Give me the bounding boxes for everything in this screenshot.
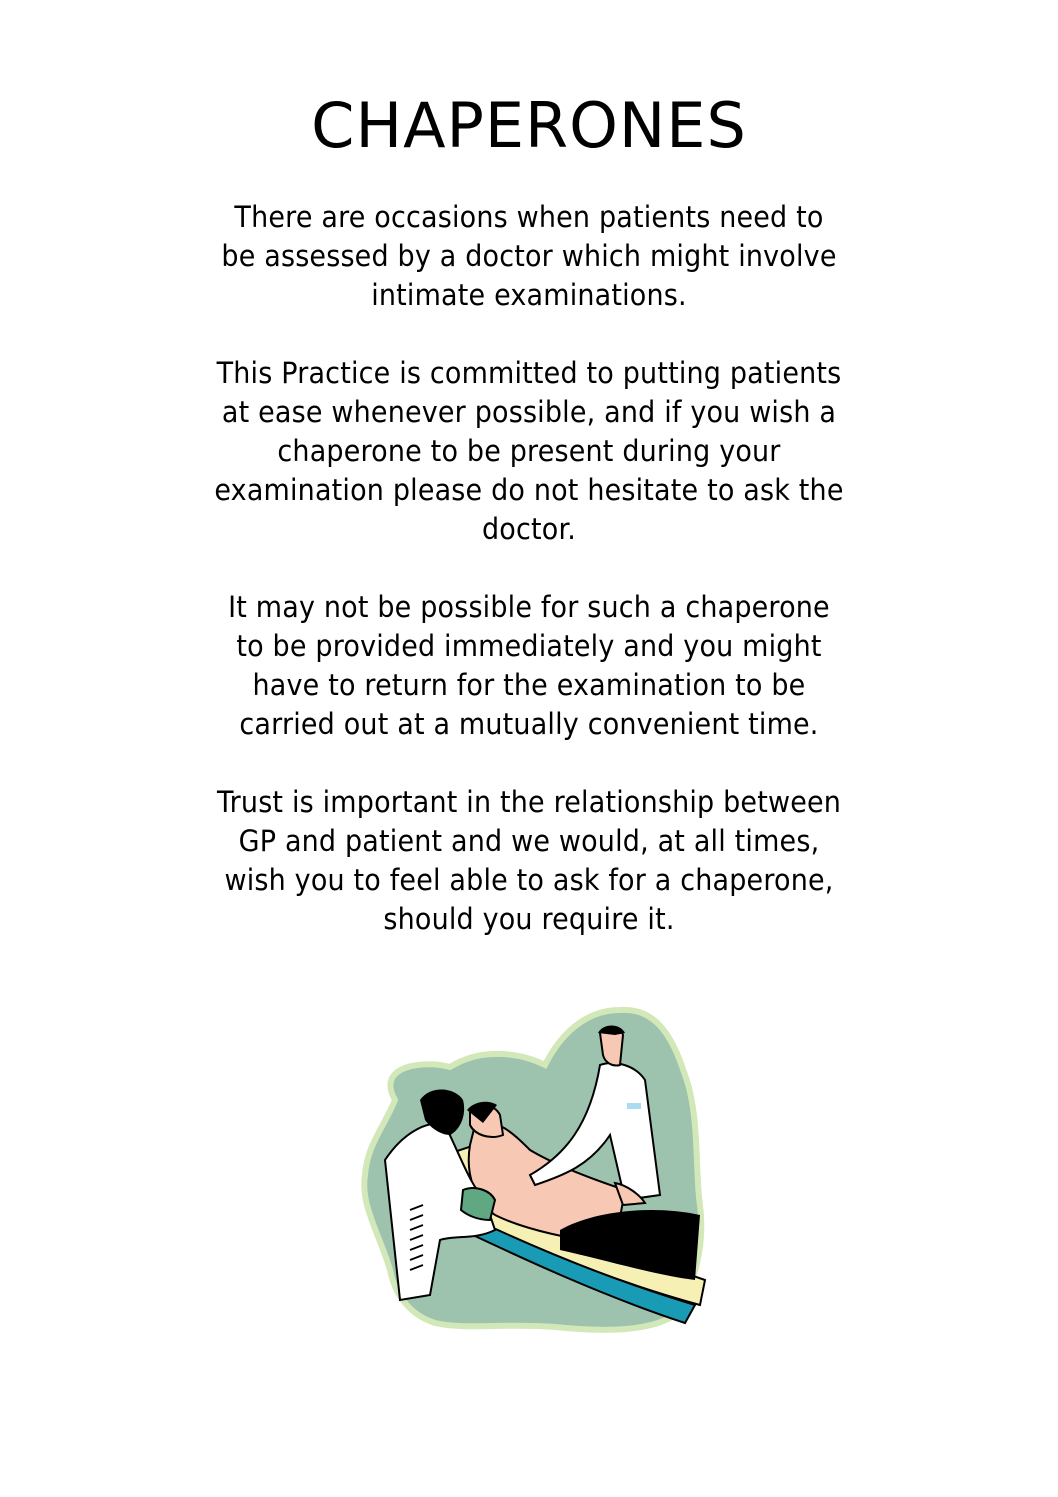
text-line: GP and patient and we would, at all times,: [238, 824, 820, 858]
text-line: doctor.: [481, 512, 577, 546]
paragraph-practice-commitment: [157, 354, 901, 549]
paragraph-intimate-examinations: [157, 198, 901, 315]
name-badge-icon: [627, 1103, 641, 1109]
text-line: examination please do not hesitate to ask the: [214, 473, 844, 507]
text-line: be assessed by a doctor which might involve: [221, 239, 837, 273]
text-line: Trust is important in the relationship between: [216, 785, 842, 819]
text-line: carried out at a mutually convenient time.: [239, 707, 819, 741]
paragraph-trust: [157, 783, 901, 939]
text-line: chaperone to be present during your: [277, 434, 781, 468]
text-line: at ease whenever possible, and if you wish a: [221, 395, 837, 429]
page-title: CHAPERONES: [311, 89, 747, 162]
text-line: There are occasions when patients need to: [234, 200, 824, 234]
text-line: have to return for the examination to be: [252, 668, 806, 702]
notice-body: [129, 198, 929, 978]
text-line: to be provided immediately and you might: [236, 629, 822, 663]
text-line: wish you to feel able to ask for a chaperone,: [224, 863, 834, 897]
text-line: should you require it.: [383, 902, 675, 936]
paragraph-availability: [157, 588, 901, 744]
text-line: This Practice is committed to putting patients: [216, 356, 842, 390]
text-line: It may not be possible for such a chaperone: [228, 590, 830, 624]
doctor-examining-patient-illustration: [355, 1005, 715, 1335]
text-line: intimate examinations.: [371, 278, 687, 312]
